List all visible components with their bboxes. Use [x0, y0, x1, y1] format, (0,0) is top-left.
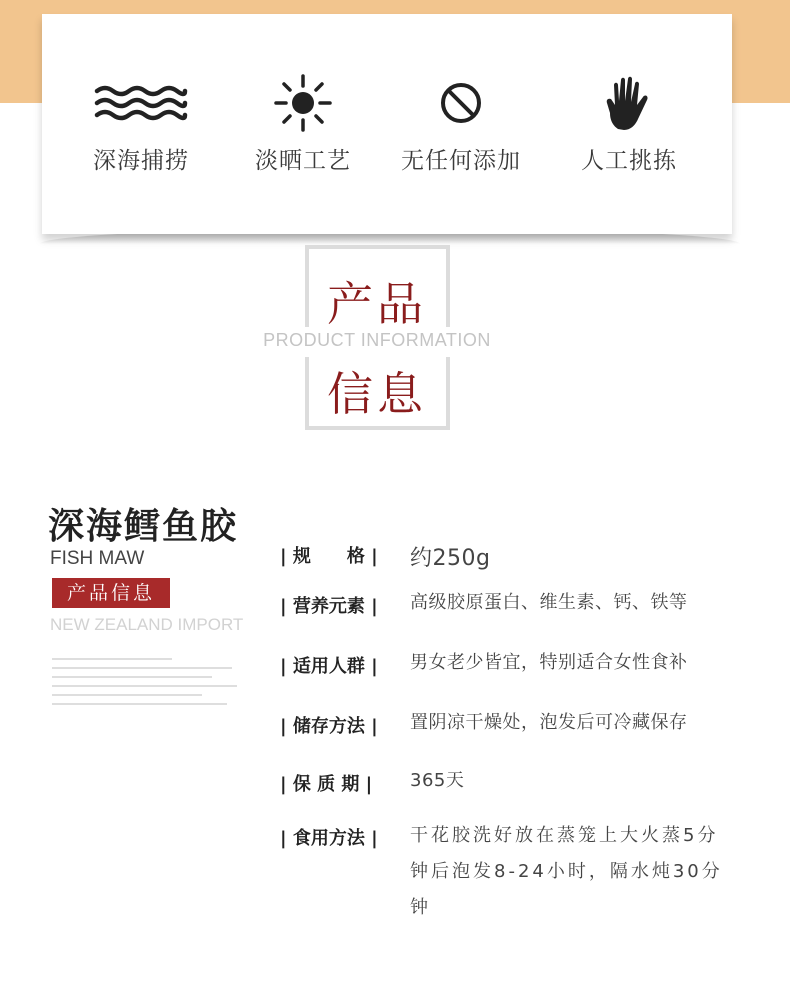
spec-key: 适用人群: [292, 656, 365, 677]
feature-hand-picked: [544, 70, 714, 175]
no-symbol-icon: [376, 70, 546, 136]
info-title-line2: 信息: [327, 367, 427, 421]
decorative-fine-text: [52, 658, 242, 712]
feature-label: 深海捕捞: [93, 148, 189, 174]
spec-key: 食用方法: [292, 828, 365, 849]
feature-label: 人工挑拣: [581, 148, 677, 174]
waves-icon: [56, 70, 226, 136]
spec-value: 365天: [410, 770, 465, 791]
feature-deep-sea-fishing: [56, 70, 226, 175]
info-title-en: PRODUCT INFORMATION: [263, 330, 491, 350]
product-info-badge: 产品信息: [52, 578, 170, 608]
spec-key: 营养元素: [292, 596, 365, 617]
feature-label: 淡晒工艺: [255, 148, 351, 174]
info-title-line1: 产品: [327, 277, 427, 331]
feature-no-additives: [376, 70, 546, 175]
spec-value: 干花胶洗好放在蒸笼上大火蒸5分钟后泡发8-24小时，隔水炖30分钟: [410, 825, 723, 918]
spec-key: 保 质 期: [292, 774, 360, 795]
feature-label: 无任何添加: [401, 148, 521, 174]
hand-icon: [544, 70, 714, 136]
spec-key: 储存方法: [292, 716, 365, 737]
product-name-en: FISH MAW: [50, 548, 145, 569]
spec-value: 约250g: [410, 546, 491, 571]
feature-sun-drying: [218, 70, 388, 175]
spec-value: 置阴凉干燥处，泡发后可冷藏保存: [410, 712, 688, 733]
spec-key: 规 格: [292, 546, 365, 567]
sun-icon: [218, 70, 388, 136]
spec-value: 男女老少皆宜，特别适合女性食补: [410, 652, 688, 673]
product-origin-en: NEW ZEALAND IMPORT: [50, 615, 244, 634]
product-name: 深海鳕鱼胶: [48, 506, 239, 547]
spec-value: 高级胶原蛋白、维生素、钙、铁等: [410, 592, 688, 613]
